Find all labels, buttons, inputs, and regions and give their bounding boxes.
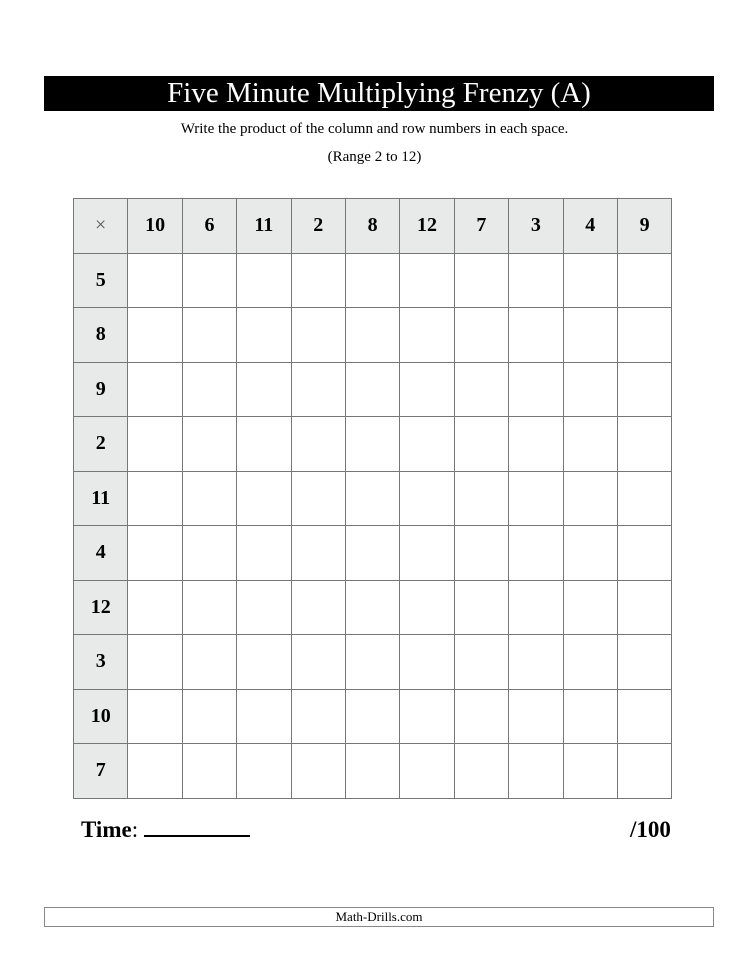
- answer-cell[interactable]: [291, 417, 345, 472]
- instructions: Write the product of the column and row numbers in each space.: [180, 121, 569, 137]
- column-header: 8: [345, 199, 399, 254]
- answer-cell[interactable]: [182, 580, 236, 635]
- footer-site: Math-Drills.com: [44, 907, 714, 927]
- answer-cell[interactable]: [400, 526, 454, 581]
- answer-cell[interactable]: [128, 253, 182, 308]
- time-blank[interactable]: [144, 817, 250, 837]
- answer-cell[interactable]: [617, 308, 671, 363]
- grid-row: [74, 689, 672, 744]
- answer-cell[interactable]: [345, 471, 399, 526]
- answer-cell[interactable]: [291, 362, 345, 417]
- answer-cell[interactable]: [563, 744, 617, 799]
- answer-cell[interactable]: [454, 526, 508, 581]
- answer-cell[interactable]: [454, 362, 508, 417]
- answer-cell[interactable]: [617, 471, 671, 526]
- answer-cell[interactable]: [454, 744, 508, 799]
- answer-cell[interactable]: [454, 635, 508, 690]
- column-header: 11: [237, 199, 291, 254]
- answer-cell[interactable]: [454, 689, 508, 744]
- answer-cell[interactable]: [617, 362, 671, 417]
- answer-cell[interactable]: [237, 471, 291, 526]
- grid-row: [74, 471, 672, 526]
- answer-cell[interactable]: [617, 526, 671, 581]
- answer-cell[interactable]: [454, 417, 508, 472]
- time-label: Time: [81, 817, 132, 842]
- answer-cell[interactable]: [128, 526, 182, 581]
- answer-cell[interactable]: [617, 689, 671, 744]
- answer-cell[interactable]: [400, 744, 454, 799]
- answer-cell[interactable]: [345, 526, 399, 581]
- answer-cell[interactable]: [128, 417, 182, 472]
- answer-cell[interactable]: [617, 744, 671, 799]
- answer-cell[interactable]: [291, 526, 345, 581]
- answer-cell[interactable]: [563, 253, 617, 308]
- answer-cell[interactable]: [291, 471, 345, 526]
- answer-cell[interactable]: [509, 362, 563, 417]
- answer-cell[interactable]: [237, 308, 291, 363]
- row-header: 10: [74, 689, 128, 744]
- column-header: 4: [563, 199, 617, 254]
- row-header: 9: [74, 362, 128, 417]
- answer-cell[interactable]: [400, 471, 454, 526]
- answer-cell[interactable]: [345, 744, 399, 799]
- answer-cell[interactable]: [182, 744, 236, 799]
- score-total: /100: [630, 817, 671, 842]
- answer-cell[interactable]: [400, 362, 454, 417]
- answer-cell[interactable]: [454, 471, 508, 526]
- answer-cell[interactable]: [454, 308, 508, 363]
- answer-cell[interactable]: [563, 635, 617, 690]
- answer-cell[interactable]: [400, 417, 454, 472]
- row-header: 2: [74, 417, 128, 472]
- answer-cell[interactable]: [563, 689, 617, 744]
- grid-row: [74, 308, 672, 363]
- answer-cell[interactable]: [182, 526, 236, 581]
- answer-cell[interactable]: [291, 308, 345, 363]
- column-header: 10: [128, 199, 182, 254]
- header-row: [74, 199, 672, 254]
- answer-cell[interactable]: [291, 689, 345, 744]
- answer-cell[interactable]: [509, 471, 563, 526]
- answer-cell[interactable]: [128, 689, 182, 744]
- answer-cell[interactable]: [617, 417, 671, 472]
- answer-cell[interactable]: [345, 253, 399, 308]
- answer-cell[interactable]: [509, 580, 563, 635]
- answer-cell[interactable]: [563, 362, 617, 417]
- answer-cell[interactable]: [182, 689, 236, 744]
- answer-cell[interactable]: [291, 580, 345, 635]
- answer-cell[interactable]: [345, 308, 399, 363]
- answer-cell[interactable]: [128, 580, 182, 635]
- answer-cell[interactable]: [291, 635, 345, 690]
- answer-cell[interactable]: [182, 308, 236, 363]
- column-header: 6: [182, 199, 236, 254]
- answer-cell[interactable]: [454, 580, 508, 635]
- answer-cell[interactable]: [563, 308, 617, 363]
- answer-cell[interactable]: [563, 580, 617, 635]
- answer-cell[interactable]: [345, 635, 399, 690]
- answer-cell[interactable]: [128, 635, 182, 690]
- column-header: 3: [509, 199, 563, 254]
- multiply-symbol: ×: [74, 199, 128, 254]
- answer-cell[interactable]: [400, 689, 454, 744]
- answer-cell[interactable]: [509, 308, 563, 363]
- row-header: 12: [74, 580, 128, 635]
- answer-cell[interactable]: [345, 689, 399, 744]
- column-header: 9: [617, 199, 671, 254]
- answer-cell[interactable]: [563, 471, 617, 526]
- answer-cell[interactable]: [128, 744, 182, 799]
- answer-cell[interactable]: [237, 362, 291, 417]
- column-header: 12: [400, 199, 454, 254]
- answer-cell[interactable]: [345, 362, 399, 417]
- answer-cell[interactable]: [345, 580, 399, 635]
- answer-cell[interactable]: [182, 362, 236, 417]
- answer-cell[interactable]: [509, 635, 563, 690]
- row-header: 7: [74, 744, 128, 799]
- answer-cell[interactable]: [509, 526, 563, 581]
- answer-cell[interactable]: [509, 253, 563, 308]
- answer-cell[interactable]: [400, 308, 454, 363]
- grid-row: [74, 526, 672, 581]
- time-colon: :: [131, 817, 139, 842]
- answer-cell[interactable]: [182, 635, 236, 690]
- worksheet-title: Five Minute Multiplying Frenzy (A): [44, 76, 714, 111]
- grid-row: [74, 635, 672, 690]
- answer-cell[interactable]: [237, 526, 291, 581]
- grid-row: [74, 362, 672, 417]
- row-header: 4: [74, 526, 128, 581]
- answer-cell[interactable]: [400, 253, 454, 308]
- answer-cell[interactable]: [454, 253, 508, 308]
- answer-cell[interactable]: [237, 689, 291, 744]
- row-header: 3: [74, 635, 128, 690]
- answer-cell[interactable]: [400, 580, 454, 635]
- grid-row: [74, 417, 672, 472]
- answer-cell[interactable]: [128, 362, 182, 417]
- answer-cell[interactable]: [237, 417, 291, 472]
- grid-row: [74, 253, 672, 308]
- answer-cell[interactable]: [509, 417, 563, 472]
- answer-cell[interactable]: [563, 417, 617, 472]
- time-field: [81, 817, 250, 843]
- column-header: 7: [454, 199, 508, 254]
- multiplication-grid: [73, 198, 672, 799]
- range-note: (Range 2 to 12): [327, 149, 422, 165]
- answer-cell[interactable]: [291, 744, 345, 799]
- answer-cell[interactable]: [509, 689, 563, 744]
- row-header: 11: [74, 471, 128, 526]
- answer-cell[interactable]: [128, 471, 182, 526]
- row-header: 5: [74, 253, 128, 308]
- answer-cell[interactable]: [345, 417, 399, 472]
- answer-cell[interactable]: [182, 417, 236, 472]
- answer-cell[interactable]: [617, 580, 671, 635]
- answer-cell[interactable]: [617, 635, 671, 690]
- answer-cell[interactable]: [128, 308, 182, 363]
- answer-cell[interactable]: [563, 526, 617, 581]
- answer-cell[interactable]: [291, 253, 345, 308]
- grid-row: [74, 580, 672, 635]
- answer-cell[interactable]: [237, 635, 291, 690]
- answer-cell[interactable]: [509, 744, 563, 799]
- answer-cell[interactable]: [182, 253, 236, 308]
- answer-cell[interactable]: [237, 253, 291, 308]
- grid-row: [74, 744, 672, 799]
- answer-cell[interactable]: [182, 471, 236, 526]
- answer-cell[interactable]: [237, 744, 291, 799]
- column-header: 2: [291, 199, 345, 254]
- answer-cell[interactable]: [237, 580, 291, 635]
- row-header: 8: [74, 308, 128, 363]
- answer-cell[interactable]: [617, 253, 671, 308]
- answer-cell[interactable]: [400, 635, 454, 690]
